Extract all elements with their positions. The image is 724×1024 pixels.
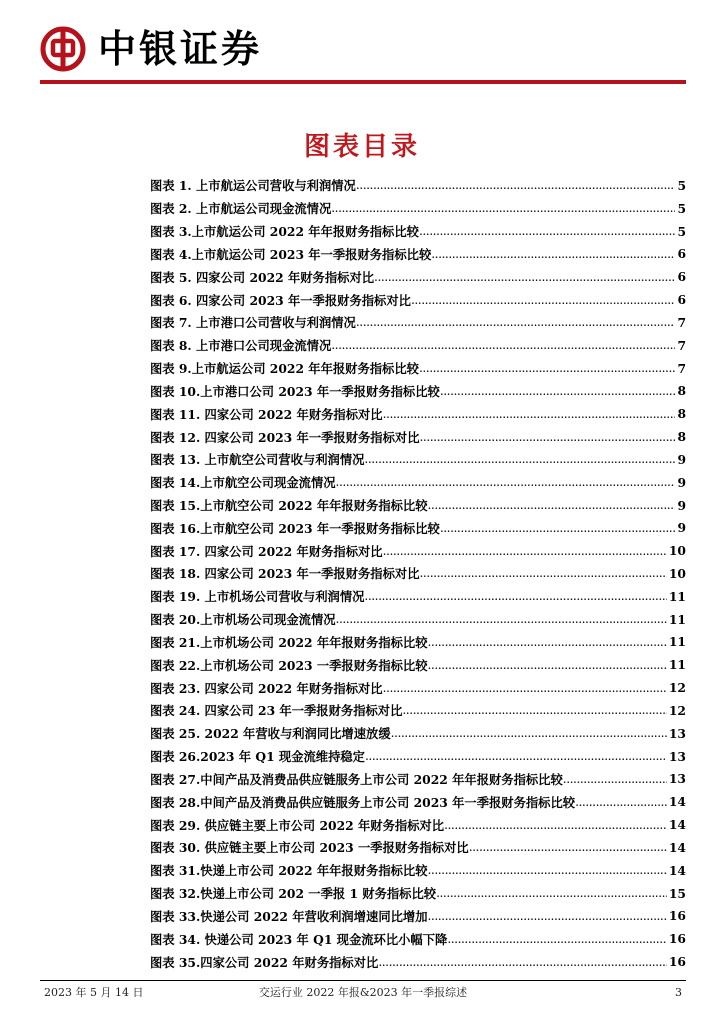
toc-entry-page[interactable]: 7 (677, 314, 686, 330)
toc-dot-leader (563, 772, 667, 786)
toc-entry-page[interactable]: 7 (677, 360, 686, 376)
toc-dot-leader (428, 909, 667, 923)
toc-entry-label[interactable]: 图表 24. 四家公司 23 年一季报财务指标对比 (150, 703, 403, 719)
toc-entry-page[interactable]: 9 (677, 474, 686, 490)
toc-dot-leader (336, 612, 667, 626)
toc-entry[interactable] (150, 882, 686, 905)
toc-entry-label[interactable]: 图表 34. 快递公司 2023 年 Q1 现金流环比小幅下降 (150, 931, 448, 947)
toc-entry-page[interactable]: 5 (677, 223, 686, 239)
toc-dot-leader (419, 224, 675, 238)
toc-entry-page[interactable]: 11 (668, 657, 686, 673)
toc-entry-label[interactable]: 图表 3.上市航运公司 2022 年年报财务指标比较 (150, 224, 419, 240)
header-rule (40, 80, 686, 84)
page-header (40, 24, 686, 84)
toc-entry-label[interactable]: 图表 17. 四家公司 2022 年财务指标对比 (150, 543, 383, 559)
toc-dot-leader (428, 635, 667, 649)
toc-entry-page[interactable]: 5 (677, 177, 686, 193)
page-footer (44, 984, 682, 1002)
toc-entry[interactable] (150, 174, 686, 197)
toc-entry-label[interactable]: 图表 8. 上市港口公司现金流情况 (150, 338, 332, 354)
toc-entry-label[interactable]: 图表 5. 四家公司 2022 年财务指标对比 (150, 269, 375, 285)
toc-dot-leader (428, 658, 667, 672)
toc-entry-label[interactable]: 图表 26.2023 年 Q1 现金流维持稳定 (150, 749, 365, 765)
toc-dot-leader (364, 452, 675, 466)
toc-dot-leader (336, 475, 676, 489)
toc-dot-leader (420, 430, 676, 444)
toc-entry-page[interactable]: 14 (668, 794, 686, 810)
toc-entry[interactable] (150, 516, 686, 539)
toc-entry[interactable] (150, 676, 686, 699)
toc-entry[interactable] (150, 813, 686, 836)
toc-entry-page[interactable]: 14 (668, 839, 686, 855)
brand-name: 中银证券 (98, 27, 263, 71)
toc-entry[interactable] (150, 950, 686, 973)
toc-entry-page[interactable]: 15 (668, 885, 686, 901)
toc-entry-label[interactable]: 图表 32.快递上市公司 202 一季报 1 财务指标比较 (150, 886, 437, 902)
toc-entry-label[interactable]: 图表 2. 上市航运公司现金流情况 (150, 201, 332, 217)
toc-dot-leader (428, 863, 667, 877)
toc-dot-leader (575, 795, 667, 809)
toc-entry-label[interactable]: 图表 22.上市机场公司 2023 一季报财务指标比较 (150, 657, 428, 673)
toc-entry-label[interactable]: 图表 6. 四家公司 2023 年一季报财务指标对比 (150, 292, 411, 308)
toc-dot-leader (428, 498, 676, 512)
toc-entry-page[interactable]: 9 (677, 520, 686, 536)
toc-entry-page[interactable]: 11 (668, 588, 686, 604)
toc-entry-label[interactable]: 图表 21.上市机场公司 2022 年年报财务指标比较 (150, 634, 428, 650)
bank-of-china-logo-icon (40, 26, 86, 72)
toc-entry-page[interactable]: 16 (668, 908, 686, 924)
toc-entry-label[interactable]: 图表 30. 供应链主要上市公司 2023 一季报财务指标对比 (150, 840, 469, 856)
toc-entry-page[interactable]: 8 (677, 406, 686, 422)
toc-entry[interactable] (150, 927, 686, 950)
toc-entry[interactable] (150, 379, 686, 402)
toc-entry-page[interactable]: 9 (677, 451, 686, 467)
toc-list (150, 174, 686, 973)
toc-entry[interactable] (150, 242, 686, 265)
toc-dot-leader (374, 270, 675, 284)
toc-entry[interactable] (150, 562, 686, 585)
toc-entry[interactable] (150, 722, 686, 745)
toc-dot-leader (331, 338, 675, 352)
toc-entry-label[interactable]: 图表 16.上市航空公司 2023 年一季报财务指标比较 (150, 520, 440, 536)
toc-entry-label[interactable]: 图表 23. 四家公司 2022 年财务指标对比 (150, 680, 383, 696)
toc-entry-label[interactable]: 图表 29. 供应链主要上市公司 2022 年财务指标对比 (150, 817, 445, 833)
toc-dot-leader (411, 293, 676, 307)
toc-dot-leader (469, 840, 667, 854)
toc-entry[interactable] (150, 425, 686, 448)
toc-entry-page[interactable]: 14 (668, 817, 686, 833)
toc-entry[interactable] (150, 585, 686, 608)
toc-entry-page[interactable]: 16 (668, 954, 686, 970)
toc-entry[interactable] (150, 859, 686, 882)
toc-dot-leader (420, 566, 667, 580)
toc-dot-leader (436, 886, 667, 900)
toc-entry[interactable] (150, 631, 686, 654)
toc-dot-leader (383, 681, 667, 695)
toc-entry[interactable] (150, 745, 686, 768)
toc-entry-page[interactable]: 8 (677, 429, 686, 445)
toc-entry-page[interactable]: 13 (668, 725, 686, 741)
toc-entry-page[interactable]: 12 (668, 680, 686, 696)
toc-entry[interactable] (150, 608, 686, 631)
toc-entry-page[interactable]: 6 (677, 269, 686, 285)
toc-entry[interactable] (150, 448, 686, 471)
toc-dot-leader (331, 201, 675, 215)
toc-entry-label[interactable]: 图表 11. 四家公司 2022 年财务指标对比 (150, 406, 383, 422)
toc-entry-label[interactable]: 图表 19. 上市机场公司营收与利润情况 (150, 589, 365, 605)
toc-entry-page[interactable]: 6 (677, 246, 686, 262)
toc-entry-label[interactable]: 图表 14.上市航空公司现金流情况 (150, 475, 336, 491)
toc-dot-leader (440, 521, 676, 535)
toc-entry-page[interactable]: 12 (668, 702, 686, 718)
footer-page-number: 3 (675, 986, 682, 999)
footer-rule (40, 980, 686, 981)
toc-entry-label[interactable]: 图表 33.快递公司 2022 年营收利润增速同比增加 (150, 908, 428, 924)
toc-entry[interactable] (150, 905, 686, 928)
toc-entry-page[interactable]: 11 (668, 634, 686, 650)
toc-entry-label[interactable]: 图表 20.上市机场公司现金流情况 (150, 612, 336, 628)
toc-entry-page[interactable]: 6 (677, 292, 686, 308)
toc-entry[interactable] (150, 494, 686, 517)
toc-dot-leader (391, 726, 667, 740)
toc-dot-leader (364, 589, 666, 603)
toc-entry-page[interactable]: 13 (668, 771, 686, 787)
toc-entry-label[interactable]: 图表 1. 上市航运公司营收与利润情况 (150, 178, 356, 194)
toc-entry[interactable] (150, 768, 686, 791)
toc-entry[interactable] (150, 311, 686, 334)
toc-dot-leader (383, 544, 667, 558)
toc-entry-page[interactable]: 5 (677, 200, 686, 216)
toc-entry-page[interactable]: 11 (668, 611, 686, 627)
toc-entry-label[interactable]: 图表 27.中间产品及消费品供应链服务上市公司 2022 年年报财务指标比较 (150, 771, 563, 787)
toc-entry[interactable] (150, 197, 686, 220)
toc-entry-label[interactable]: 图表 4.上市航运公司 2023 年一季报财务指标比较 (150, 246, 432, 262)
toc-dot-leader (440, 384, 676, 398)
toc-entry-label[interactable]: 图表 35.四家公司 2022 年财务指标对比 (150, 954, 379, 970)
toc-entry[interactable] (150, 539, 686, 562)
toc-entry[interactable] (150, 699, 686, 722)
toc-entry[interactable] (150, 265, 686, 288)
toc-entry-label[interactable]: 图表 28.中间产品及消费品供应链服务上市公司 2023 年一季报财务指标比较 (150, 794, 576, 810)
toc-entry-label[interactable]: 图表 10.上市港口公司 2023 年一季报财务指标比较 (150, 383, 440, 399)
toc-entry[interactable] (150, 790, 686, 813)
toc-entry-page[interactable]: 7 (677, 337, 686, 353)
toc-entry-label[interactable]: 图表 7. 上市港口公司营收与利润情况 (150, 315, 356, 331)
toc-dot-leader (419, 361, 675, 375)
toc-entry[interactable] (150, 288, 686, 311)
toc-entry[interactable] (150, 653, 686, 676)
toc-entry-label[interactable]: 图表 12. 四家公司 2023 年一季报财务指标对比 (150, 429, 420, 445)
toc-title: 图表目录 (303, 132, 420, 162)
toc-entry-label[interactable]: 图表 15.上市航空公司 2022 年年报财务指标比较 (150, 498, 428, 513)
toc-entry[interactable] (150, 220, 686, 243)
toc-dot-leader (356, 178, 676, 192)
footer-report-title: 交运行业 2022 年报&2023 年一季报综述 (258, 986, 468, 999)
toc-entry-page[interactable]: 16 (668, 931, 686, 947)
toc-entry[interactable] (150, 402, 686, 425)
toc-dot-leader (444, 818, 667, 832)
footer-date: 2023 年 5 月 14 日 (44, 986, 144, 999)
toc-entry[interactable] (150, 357, 686, 380)
toc-entry[interactable] (150, 471, 686, 494)
toc-entry-label[interactable]: 图表 13. 上市航空公司营收与利润情况 (150, 452, 365, 468)
toc-dot-leader (383, 407, 676, 421)
toc-entry-page[interactable]: 10 (668, 565, 686, 581)
toc-dot-leader (365, 749, 667, 763)
toc-dot-leader (447, 932, 667, 946)
toc-entry-page[interactable]: 14 (668, 862, 686, 878)
toc-entry-label[interactable]: 图表 31.快递上市公司 2022 年年报财务指标比较 (150, 863, 428, 879)
toc-entry-label[interactable]: 图表 18. 四家公司 2023 年一季报财务指标对比 (150, 566, 420, 582)
toc-entry-page[interactable]: 13 (668, 748, 686, 764)
toc-entry-page[interactable]: 8 (677, 383, 686, 399)
toc-dot-leader (402, 703, 666, 717)
toc-entry[interactable] (150, 836, 686, 859)
toc-entry[interactable] (150, 334, 686, 357)
toc-entry-page[interactable]: 9 (677, 497, 686, 513)
toc-dot-leader (356, 315, 676, 329)
toc-entry-page[interactable]: 10 (668, 543, 686, 559)
toc-dot-leader (378, 955, 667, 969)
toc-dot-leader (431, 247, 675, 261)
toc-entry-label[interactable]: 图表 9.上市航运公司 2022 年年报财务指标比较 (150, 361, 419, 377)
toc-entry-label[interactable]: 图表 25. 2022 年营收与利润同比增速放缓 (150, 726, 391, 742)
